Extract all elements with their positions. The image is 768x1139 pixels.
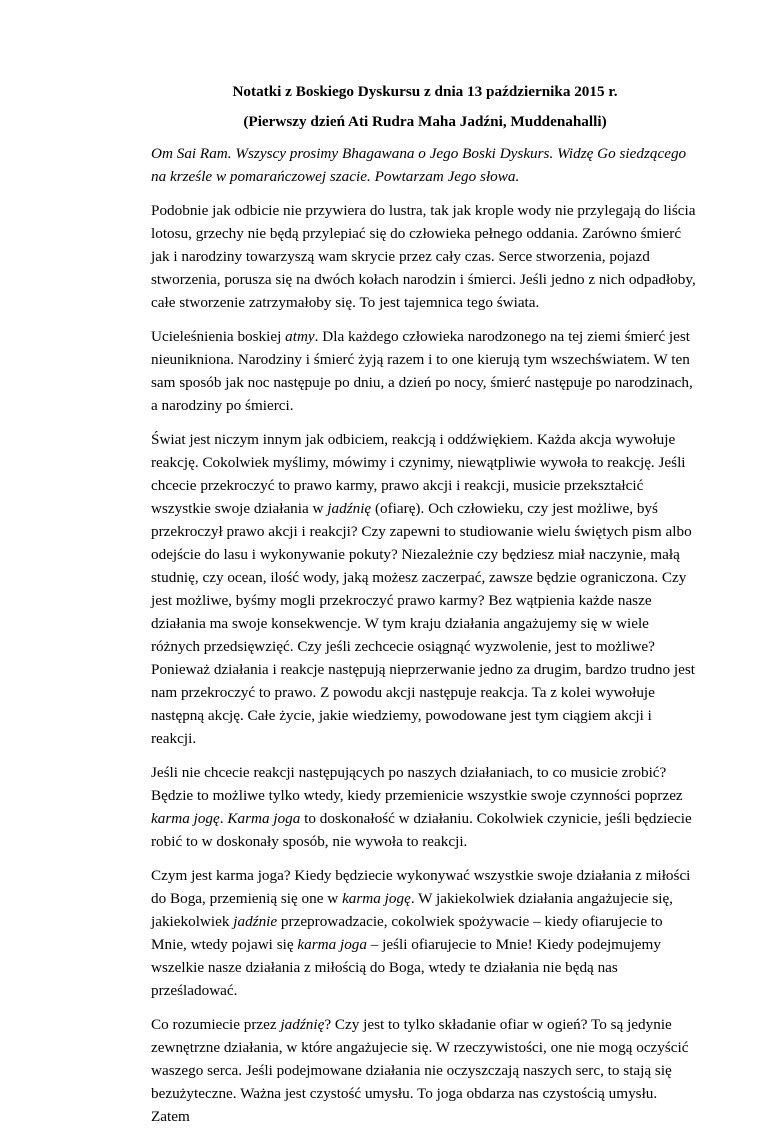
paragraph-2-text-c: . Dla każdego człowieka narodzonego na tej ziemi śmierć jest nieunikniona. Narodziny i śmierć żyją razem i to one kierują tym wszechświatem. W ten sam sposób jak noc następuje po dniu, a dzień po nocy, śmierć następuje po narodzinach, a narodziny po śmierci. bbox=[151, 328, 693, 414]
document-subtitle: (Pierwszy dzień Ati Rudra Maha Jadźni, Muddenahalli) bbox=[243, 113, 607, 130]
paragraph-2-text-a: Ucieleśnienia boskiej bbox=[151, 328, 286, 345]
paragraph-4-text-a: Jeśli nie chcecie reakcji następujących po naszych działaniach, to co musicie zrobić? Będzie to możliwe tylko wtedy, kiedy przemienicie wszystkie swoje czynności poprzez bbox=[151, 764, 683, 804]
paragraph-5 bbox=[151, 864, 699, 1002]
paragraph-6 bbox=[151, 1013, 699, 1128]
paragraph-4 bbox=[151, 761, 699, 853]
paragraph-5-term-jadznie: jadźnie bbox=[233, 913, 278, 930]
paragraph-2 bbox=[151, 325, 699, 417]
paragraph-4-term-karma-joga: karma jogę bbox=[151, 810, 220, 827]
paragraph-3-text-c: (ofiarę). Och człowieku, czy jest możliwe, byś przekroczył prawo akcji i reakcji? Czy zapewni to studiowanie wielu świętych pism albo odejście do lasu i wykonywanie pokuty? Niezależnie czy będziesz miał naczynie, małą studnię, czy ocean, ilość wody, jaką możesz zaczerpać, zawsze będzie ograniczona. Czy jest możliwe, byśmy mogli przekroczyć prawo karmy? Bez wątpienia każde nasze działania ma swoje konsekwencje. W tym kraju działania angażujemy się w wiele różnych przedsięwzięć. Czy jeśli zechcecie osiągnąć wyzwolenie, jest to możliwe? Ponieważ działania i reakcje następują nieprzerwanie jedno za drugim, bardzo trudno jest nam przekroczyć to prawo. Z powodu akcji następuje reakcja. Ta z kolei wywołuje następną akcję. Całe życie, jakie wiedziemy, powodowane jest tym ciągiem akcji i reakcji. bbox=[151, 500, 695, 747]
paragraph-5-term-karma-joga: karma jogę bbox=[342, 890, 411, 907]
document-page bbox=[151, 80, 699, 1139]
paragraph-6-text-c: ? Czy jest to tylko składanie ofiar w ogień? To są jedynie zewnętrzne działania, w które angażujecie się. W rzeczywistości, one nie mogą oczyścić waszego serca. Jeśli podejmowane działania nie oczyszczają naszych serc, to stają się bezużyteczne. Ważna jest czystość umysłu. To joga obdarza nas czystością umysłu. Zatem bbox=[151, 1016, 689, 1125]
paragraph-6-term-jadznia: jadźnię bbox=[280, 1016, 325, 1033]
intro-paragraph: Om Sai Ram. Wszyscy prosimy Bhagawana o Jego Boski Dyskurs. Widzę Go siedzącego na krześle w pomarańczowej szacie. Powtarzam Jego słowa. bbox=[151, 145, 687, 185]
paragraph-6-text-a: Co rozumiecie przez bbox=[151, 1016, 281, 1033]
paragraph-4-term-karma-joga-2: Karma joga bbox=[227, 810, 301, 827]
paragraph-5-text-g: – jeśli ofiarujecie to Mnie! Kiedy podejmujemy wszelkie nasze działania z miłością do Boga, wtedy te działania nie będą nas prześladować. bbox=[151, 936, 661, 999]
paragraph-2-term-atma: atmy bbox=[285, 328, 315, 345]
paragraph-5-term-karma-joga-2: karma joga bbox=[297, 936, 367, 953]
paragraph-1: Podobnie jak odbicie nie przywiera do lustra, tak jak krople wody nie przylegają do liścia lotosu, grzechy nie będą przylepiać się do człowieka pełnego oddania. Zarówno śmierć jak i narodziny towarzyszą wam skrycie przez cały czas. Serce stworzenia, pojazd stworzenia, porusza się na dwóch kołach narodzin i śmierci. Jeśli jedno z nich odpadłoby, całe stworzenie zatrzymałoby się. To jest tajemnica tego świata. bbox=[151, 202, 696, 311]
paragraph-5-text-c: . W jakiekolwiek działania angażujecie się, jakiekolwiek bbox=[151, 890, 673, 930]
paragraph-5-text-e: przeprowadzacie, cokolwiek spożywacie – kiedy ofiarujecie to Mnie, wtedy pojawi się bbox=[151, 913, 663, 953]
document-title: Notatki z Boskiego Dyskursu z dnia 13 października 2015 r. bbox=[232, 83, 618, 100]
paragraph-3-term-jadznia: jadźnię bbox=[327, 500, 372, 517]
paragraph-4-text-e: to doskonałość w działaniu. Cokolwiek czynicie, jeśli będziecie robić to w doskonały sposób, nie wywoła to reakcji. bbox=[151, 810, 692, 850]
paragraph-4-text-c: . bbox=[219, 810, 228, 827]
paragraph-5-text-a: Czym jest karma joga? Kiedy będziecie wykonywać wszystkie swoje działania z miłości do Boga, przemienią się one w bbox=[151, 867, 691, 907]
paragraph-3 bbox=[151, 428, 699, 750]
paragraph-3-text-a: Świat jest niczym innym jak odbiciem, reakcją i oddźwiękiem. Każda akcja wywołuje reakcję. Cokolwiek myślimy, mówimy i czynimy, niewątpliwie wywoła to reakcję. Jeśli chcecie przekroczyć to prawo karmy, prawo akcji i reakcji, musicie przekształcić wszystkie swoje działania w bbox=[151, 431, 686, 517]
